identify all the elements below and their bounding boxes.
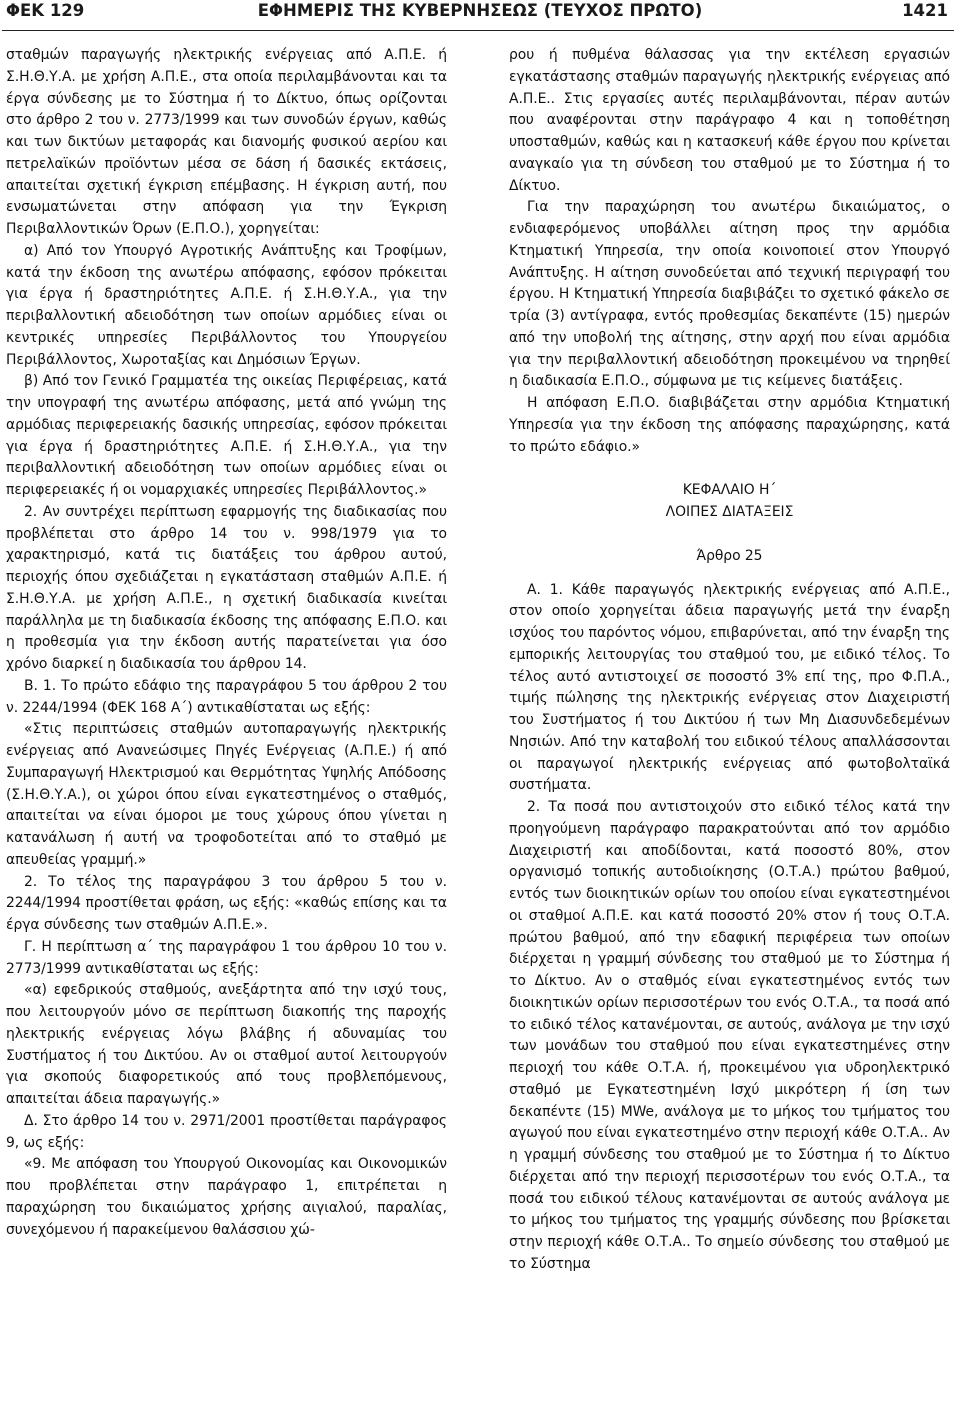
paragraph: Η απόφαση Ε.Π.Ο. διαβιβάζεται στην αρμόδια Κτηματική Υπηρεσία για την έκδοση της απόφασης παραχώρησης, κατά το πρώτο εδάφιο.» <box>509 395 950 455</box>
chapter-title: ΚΕΦΑΛΑΙΟ Η΄ <box>682 482 777 499</box>
page-number: 1421 <box>902 1 948 20</box>
paragraph: Α. 1. Κάθε παραγωγός ηλεκτρικής ενέργειας από Α.Π.Ε., στον οποίο χορηγείται άδεια παραγωγής μετά την έναρξη ισχύος του παρόντος νόμου, επιβαρύνεται, από την έναρξη της εμπορικής λειτουργίας του σταθμού του, με ειδικό τέλος. Το τέλος αυτό αντιστοιχεί σε ποσοστό 3% επί της, προ Φ.Π.Α., τιμής πώλησης της ηλεκτρικής ενέργειας στον Διαχειριστή του Συστήματος ή του Δικτύου ή των Μη Διασυνδεδεμένων Νησιών. Από την καταβολή του ειδικού τέλους απαλλάσσονται οι παραγωγοί ηλεκτρικής ενέργειας από φωτοβολταϊκά συστήματα. <box>509 581 950 794</box>
header-rule <box>2 30 954 31</box>
paragraph: σταθμών παραγωγής ηλεκτρικής ενέργειας από Α.Π.Ε. ή Σ.Η.Θ.Υ.Α. με χρήση Α.Π.Ε., στα οποία περιλαμβάνονται και τα έργα σύνδεσης με το Σύστημα ή το Δίκτυο, όπως ορίζονται στο άρθρο 2 του ν. 2773/1999 και των συνοδών έργων, καθώς και των δικτύων μεταφοράς και διανομής φυσικού αερίου και πετρελαϊκών προϊόντων μέσα σε δάση ή δασικές εκτάσεις, απαιτείται σχετική έγκριση επέμβασης. Η έγκριση αυτή, που ενσωματώνεται στην απόφαση για την Έγκριση Περιβαλλοντικών Όρων (Ε.Π.Ο.), χορηγείται: <box>6 47 447 237</box>
paragraph: «9. Με απόφαση του Υπουργού Οικονομίας και Οικονομικών που προβλέπεται στην παράγραφο 1, επιτρέπεται η παραχώρηση του δικαιώματος χρήσης αιγιαλού, παραλίας, συνεχόμενου ή παρακείμενου θαλάσσιου χώ- <box>6 1156 447 1238</box>
paragraph: «Στις περιπτώσεις σταθμών αυτοπαραγωγής ηλεκτρικής ενέργειας από Ανανεώσιμες Πηγές Ενέργειας (Α.Π.Ε.) ή από Συμπαραγωγή Ηλεκτρισμού και Θερμότητας Υψηλής Απόδοσης (Σ.Η.Θ.Υ.Α.), οι χώροι όπου είναι εγκατεστημένος ο σταθμός, απαιτείται να είναι όμοροι με τους χώρους όπου γίνεται η κατανάλωση ή αυτή να τροφοδοτείται από το σταθμό με απευθείας γραμμή.» <box>6 721 447 868</box>
paragraph: Για την παραχώρηση του ανωτέρω δικαιώματος, ο ενδιαφερόμενος υποβάλλει αίτηση προς την αρμόδια Κτηματική Υπηρεσία, την οποία κοινοποιεί στον Υπουργό Ανάπτυξης. Η αίτηση συνοδεύεται από τεχνική περιγραφή του έργου. Η Κτηματική Υπηρεσία διαβιβάζει το σχετικό φάκελο σε τρία (3) αντίγραφα, εντός προθεσμίας δεκαπέντε (15) ημερών από την υποβολή της αίτησης, στην αρχή που είναι αρμόδια για την περιβαλλοντική αδειοδότηση προκειμένου να τηρηθεί η διαδικασία Ε.Π.Ο., σύμφωνα με τις κείμενες διατάξεις. <box>509 199 950 390</box>
paragraph: α) Από τον Υπουργό Αγροτικής Ανάπτυξης και Τροφίμων, κατά την έκδοση της ανωτέρω απόφασης, εφόσον πρόκειται για έργα ή δραστηριότητες Α.Π.Ε. ή Σ.Η.Θ.Υ.Α., για την περιβαλλοντική αδειοδότηση των οποίων αρμόδιες είναι οι κεντρικές υπηρεσίες Περιβάλλοντος του Υπουργείου Περιβάλλοντος, Χωροταξίας και Δημόσιων Έργων. <box>6 242 447 368</box>
paragraph: 2. Αν συντρέχει περίπτωση εφαρμογής της διαδικασίας που προβλέπεται στο άρθρο 14 του ν. 998/1979 για το χαρακτηρισμό, κατά τις διατάξεις του άρθρου αυτού, περιοχής όπου σχεδιάζεται η εγκατάσταση σταθμών Α.Π.Ε. ή Σ.Η.Θ.Υ.Α. με χρήση Α.Π.Ε., η σχετική διαδικασία κινείται παράλληλα με τη διαδικασία έκδοσης της απόφασης Ε.Π.Ο. και η προθεσμία για την έκδοση αυτής παρατείνεται για όσο χρόνο διαρκεί η διαδικασία του άρθρου 14. <box>6 503 447 672</box>
right-column <box>509 45 950 1276</box>
paragraph: β) Από τον Γενικό Γραμματέα της οικείας Περιφέρειας, κατά την υπογραφή της ανωτέρω απόφασης, μετά από γνώμη της αρμόδιας περιφερειακής δασικής υπηρεσίας, εφόσον πρόκειται για έργα ή δραστηριότητες Α.Π.Ε. ή Σ.Η.Θ.Υ.Α., για την περιβαλλοντική αδειοδότηση των οποίων αρμόδιες είναι οι περιφερειακές ή οι νομαρχιακές υπηρεσίες Περιβάλλοντος.» <box>6 373 447 498</box>
gazette-title: ΕΦΗΜΕΡΙΣ ΤΗΣ ΚΥΒΕΡΝΗΣΕΩΣ (ΤΕΥΧΟΣ ΠΡΩΤΟ) <box>257 1 703 20</box>
page-header <box>0 0 960 30</box>
paragraph: «α) εφεδρικούς σταθμούς, ανεξάρτητα από την ισχύ τους, που λειτουργούν μόνο σε περίπτωση διακοπής της παροχής ηλεκτρικής ενέργειας λόγω βλάβης ή αδυναμίας του Συστήματος ή του Δικτύου. Αν οι σταθμοί αυτοί λειτουργούν για σκοπούς διαφορετικούς από τους προβλεπόμενους, απαιτείται άδεια παραγωγής.» <box>6 982 447 1107</box>
chapter-subtitle: ΛΟΙΠΕΣ ΔΙΑΤΑΞΕΙΣ <box>665 504 794 520</box>
paragraph: Β. 1. Το πρώτο εδάφιο της παραγράφου 5 του άρθρου 2 του ν. 2244/1994 (ΦΕΚ 168 Α΄) αντικαθίσταται ως εξής: <box>6 677 447 716</box>
article-title: Άρθρο 25 <box>696 547 763 564</box>
paragraph: ρου ή πυθμένα θάλασσας για την εκτέλεση εργασιών εγκατάστασης σταθμών παραγωγής ηλεκτρικής ενέργειας από Α.Π.Ε.. Στις εργασίες αυτές περιλαμβάνονται, πέραν αυτών που αναφέρονται στην παράγραφο 4 και η τοποθέτηση υποσταθμών, καθώς και η κατασκευή κάθε έργου που κρίνεται αναγκαίο για τη σύνδεση του σταθμού με το Σύστημα ή το Δίκτυο. <box>509 47 950 194</box>
issue-number: ΦΕΚ 129 <box>6 1 85 20</box>
paragraph: Δ. Στο άρθρο 14 του ν. 2971/2001 προστίθεται παράγραφος 9, ως εξής: <box>6 1112 447 1151</box>
paragraph: 2. Το τέλος της παραγράφου 3 του άρθρου 5 του ν. 2244/1994 προστίθεται φράση, ως εξής: «καθώς επίσης και τα έργα σύνδεσης των σταθμών Α.Π.Ε.». <box>6 873 447 933</box>
paragraph: Γ. Η περίπτωση α΄ της παραγράφου 1 του άρθρου 10 του ν. 2773/1999 αντικαθίσταται ως εξής: <box>6 938 447 977</box>
left-column <box>6 45 447 1241</box>
paragraph: 2. Τα ποσά που αντιστοιχούν στο ειδικό τέλος κατά την προηγούμενη παράγραφο παρακρατούνται από τον αρμόδιο Διαχειριστή και αποδίδονται, κατά ποσοστό 80%, στον οργανισμό τοπικής αυτοδιοίκησης (Ο.Τ.Α.) πρώτου βαθμού, εντός των διοικητικών ορίων του οποίου είναι εγκατεστημένοι οι σταθμοί Α.Π.Ε. και κατά ποσοστό 20% στον ή τους Ο.Τ.Α. πρώτου βαθμού, από την εδαφική περιφέρεια των οποίων διέρχεται η γραμμή σύνδεσης του σταθμού με το Σύστημα ή το Δίκτυο. Αν ο σταθμός είναι εγκατεστημένος εντός των διοικητικών ορίων περισσοτέρων του ενός Ο.Τ.Α., τα ποσά από το ειδικό τέλος κατανέμονται, σε αυτούς, ανάλογα με την ισχύ των μονάδων του σταθμού που είναι εγκατεστημένες στην περιοχή του κάθε Ο.Τ.Α. ή, προκειμένου για υδροηλεκτρικό σταθμό με Εγκατεστημένη Ισχύ μικρότερη ή ίση των δεκαπέντε (15) MWe, ανάλογα με το μήκος του τμήματος του αγωγού που είναι εγκατεστημένο στην περιοχή κάθε Ο.Τ.Α.. Αν η γραμμή σύνδεσης του σταθμού με το Σύστημα ή το Δίκτυο διέρχεται από την περιοχή περισσοτέρων του ενός Ο.Τ.Α., τα ποσά του ειδικού τέλους κατανέμονται σε αυτούς ανάλογα με το μήκος του τμήματος της γραμμής σύνδεσης που βρίσκεται στην περιοχή κάθε Ο.Τ.Α.. Το σημείο σύνδεσης του σταθμού με το Σύστημα <box>509 799 950 1272</box>
